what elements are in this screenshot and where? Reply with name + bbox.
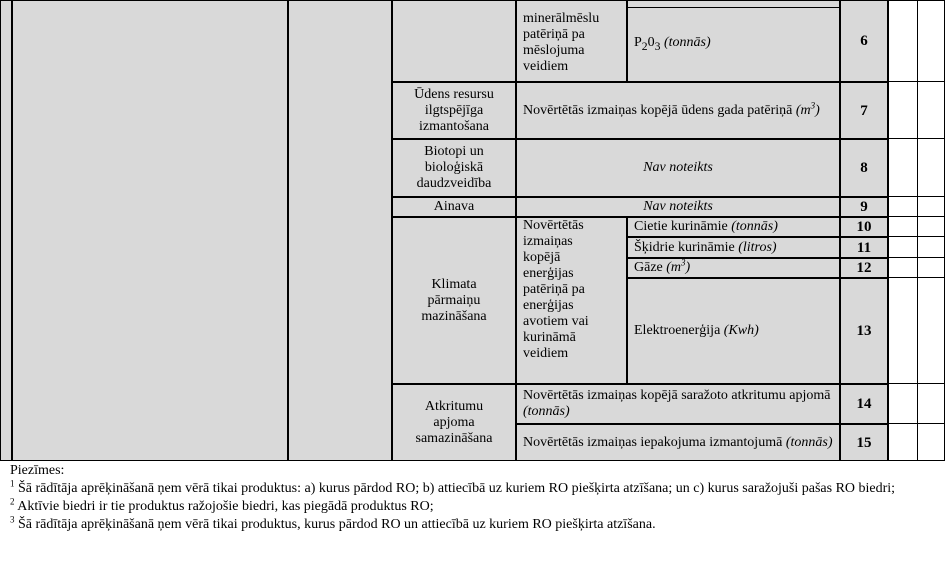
climate-category: Klimata pārmaiņu mazināšana (392, 217, 516, 384)
row7-text (516, 82, 840, 139)
note-1: $^1$ Šā rādītāja aprēķināšanā ņem vērā tikai produktus: a) kurus pārdod RO; b) attiecībā uz kuriem RO piešķirta atzīšana; un c) kurus saražojuši pašas RO biedri; (10, 478, 896, 496)
p2o3-text: $P_20_3$ (tonnās) (634, 34, 711, 53)
row9-category: Ainava (392, 197, 516, 217)
notes-title: Piezīmes: (10, 463, 65, 478)
electricity-label: Elektroenerģija (Kwh) (634, 323, 759, 338)
row6-category: minerālmēslu patēriņā pa mēslojuma veidiem (516, 0, 627, 82)
col-b (12, 0, 288, 461)
row13-number: 13 (840, 278, 888, 384)
row10-number: 10 (840, 217, 888, 237)
solid-label: Cietie kurināmie (tonnās) (634, 219, 778, 234)
row6-number: 6 (840, 0, 888, 82)
right-row-lines (888, 0, 945, 461)
note-2: $^2$ Aktīvie biedri ir tie produktus ražojošie biedri, kas piegādā produktus RO; (10, 496, 434, 514)
row7-number: 7 (840, 82, 888, 139)
row8-text: Nav noteikts (516, 139, 840, 197)
row15-text-content: Novērtētās izmaiņas iepakojuma izmantojumā (tonnās) (523, 434, 833, 450)
row7-category: Ūdens resursu ilgtspējīga izmantošana (392, 82, 516, 139)
row8-category: Biotopi un bioloģiskā daudzveidība (392, 139, 516, 197)
gas-label: Gāze $(m^3)$ (634, 257, 691, 275)
row15-text (516, 424, 840, 461)
climate-item-solid (627, 217, 840, 237)
climate-item-liquid (627, 237, 840, 258)
row11-number: 11 (840, 237, 888, 258)
liquid-label: Šķidrie kurināmie (litros) (634, 239, 777, 255)
climate-description: Novērtētās izmaiņas kopējā enerģijas patēriņā pa enerģijas avotiem vai kurināmā veidiem (516, 217, 627, 384)
row9-text: Nav noteikts (516, 197, 840, 217)
row7-text-content: Novērtētās izmaiņas kopējā ūdens gada patēriņā $(m^3)$ (523, 99, 820, 118)
col-c (288, 0, 392, 461)
row6-subcategory (627, 7, 840, 82)
note-3: $^3$ Šā rādītāja aprēķināšanā ņem vērā tikai produktus, kurus pārdod RO un attiecībā uz kuriem RO piešķirta atzīšana. (10, 514, 656, 532)
waste-category: Atkritumu apjoma samazināšana (392, 384, 516, 461)
climate-item-gas (627, 258, 840, 278)
row8-number: 8 (840, 139, 888, 197)
col-a (0, 0, 12, 461)
row14-text (516, 384, 840, 424)
row12-number: 12 (840, 258, 888, 278)
notes-section (10, 462, 940, 534)
row6-sub-top (627, 0, 840, 8)
climate-item-electricity (627, 278, 840, 384)
row15-number: 15 (840, 424, 888, 461)
row14-text-content: Novērtētās izmaiņas kopējā saražoto atkritumu apjomā (tonnās) (523, 388, 831, 419)
row6-cat-col (392, 0, 516, 82)
row9-number: 9 (840, 197, 888, 217)
row14-number: 14 (840, 384, 888, 424)
